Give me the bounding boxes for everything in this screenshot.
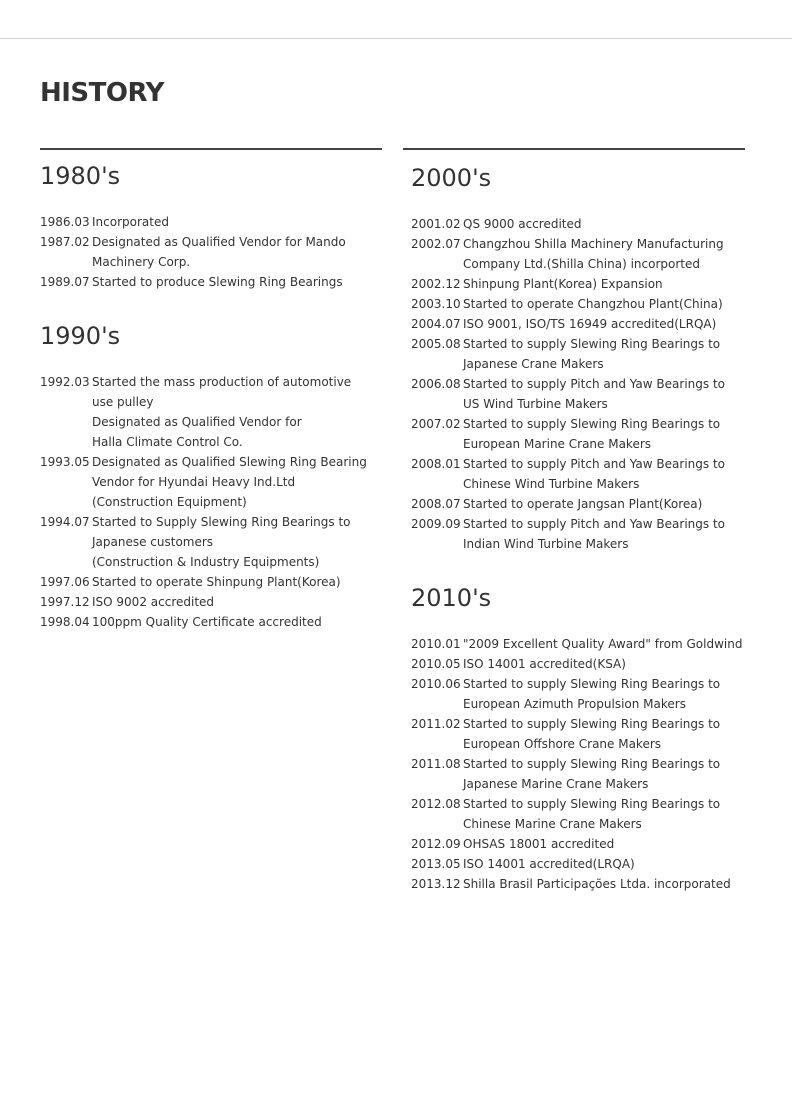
timeline-event	[411, 454, 725, 494]
event-date: 2011.08	[411, 757, 461, 771]
event-description-line: Started to supply Slewing Ring Bearings to	[463, 677, 721, 691]
event-description-line: ISO 9002 accredited	[92, 595, 215, 609]
event-description	[92, 232, 346, 272]
timeline-event	[40, 592, 367, 612]
event-date: 1994.07	[40, 515, 90, 529]
event-description-line: Started to Supply Slewing Ring Bearings to	[92, 515, 351, 529]
event-date: 2013.05	[411, 857, 461, 871]
timeline-event	[411, 274, 725, 294]
event-description-line: Started to supply Slewing Ring Bearings to	[463, 757, 721, 771]
event-date: 1997.12	[40, 595, 90, 609]
timeline-event	[411, 294, 725, 314]
timeline-event	[40, 572, 367, 592]
event-list	[411, 634, 742, 894]
timeline-event	[40, 452, 367, 512]
event-description	[463, 314, 725, 334]
timeline-event	[40, 232, 346, 272]
event-description	[92, 452, 367, 512]
event-description-line: Started to supply Pitch and Yaw Bearings to	[463, 517, 725, 531]
event-date: 2005.08	[411, 337, 461, 351]
event-description-line: Japanese Crane Makers	[463, 357, 604, 371]
event-date: 2012.09	[411, 837, 461, 851]
event-description	[463, 654, 742, 674]
event-description	[463, 214, 725, 234]
event-description-line: European Azimuth Propulsion Makers	[463, 697, 686, 711]
event-description-line: Started to supply Slewing Ring Bearings to	[463, 797, 721, 811]
timeline-event	[411, 674, 742, 714]
event-description	[463, 714, 742, 754]
event-description-line: European Offshore Crane Makers	[463, 737, 662, 751]
event-description-line: Japanese Marine Crane Makers	[463, 777, 649, 791]
event-description-line: QS 9000 accredited	[463, 217, 582, 231]
event-description	[92, 612, 367, 632]
event-description	[463, 754, 742, 794]
event-description-line: (Construction Equipment)	[92, 495, 247, 509]
timeline-event	[411, 514, 725, 554]
event-description-line: Started to supply Slewing Ring Bearings to	[463, 417, 721, 431]
decade-2000s	[411, 156, 725, 554]
event-description	[463, 854, 742, 874]
event-description	[463, 674, 742, 714]
event-description-line: (Construction & Industry Equipments)	[92, 555, 320, 569]
timeline-event	[411, 874, 742, 894]
event-date: 2013.12	[411, 877, 461, 891]
event-date: 2002.12	[411, 277, 461, 291]
timeline-event	[411, 494, 725, 514]
timeline-event	[411, 234, 725, 274]
event-date: 2003.10	[411, 297, 461, 311]
event-date: 1993.05	[40, 455, 90, 469]
decade-1980s	[40, 154, 346, 292]
timeline-event	[411, 414, 725, 454]
event-date: 2010.05	[411, 657, 461, 671]
event-description-line: ISO 14001 accredited(KSA)	[463, 657, 626, 671]
history-column-right	[403, 148, 745, 891]
timeline-event	[40, 372, 367, 452]
decade-1990s	[40, 314, 367, 632]
event-description-line: US Wind Turbine Makers	[463, 397, 608, 411]
event-description	[463, 514, 725, 554]
timeline-event	[411, 834, 742, 854]
page-title: HISTORY	[40, 78, 164, 108]
event-date: 2011.02	[411, 717, 461, 731]
event-description-line: Designated as Qualified Slewing Ring Bearing	[92, 455, 367, 469]
timeline-event	[411, 714, 742, 754]
event-description-line: Started to operate Changzhou Plant(China)	[463, 297, 723, 311]
event-date: 2002.07	[411, 237, 461, 251]
event-date: 2008.07	[411, 497, 461, 511]
decade-title: 1990's	[40, 322, 121, 350]
event-description-line: Halla Climate Control Co.	[92, 435, 243, 449]
event-description-line: ISO 14001 accredited(LRQA)	[463, 857, 635, 871]
event-date: 2006.08	[411, 377, 461, 391]
event-description-line: Chinese Wind Turbine Makers	[463, 477, 640, 491]
timeline-event	[40, 512, 367, 572]
event-description	[92, 372, 367, 452]
event-description-line: ISO 9001, ISO/TS 16949 accredited(LRQA)	[463, 317, 717, 331]
header-divider	[0, 38, 792, 39]
event-description	[92, 592, 367, 612]
event-description-line: Changzhou Shilla Machinery Manufacturing	[463, 237, 724, 251]
event-description	[92, 572, 367, 592]
event-description-line: Shinpung Plant(Korea) Expansion	[463, 277, 663, 291]
decade-title: 1980's	[40, 162, 121, 190]
decade-2010s	[411, 576, 742, 894]
event-date: 2004.07	[411, 317, 461, 331]
event-description	[92, 212, 346, 232]
event-description-line: Started to operate Shinpung Plant(Korea)	[92, 575, 341, 589]
timeline-event	[411, 374, 725, 414]
decade-title: 2000's	[411, 164, 492, 192]
event-date: 2010.01	[411, 637, 461, 651]
decade-title: 2010's	[411, 584, 492, 612]
event-description-line: Machinery Corp.	[92, 255, 191, 269]
event-description-line: OHSAS 18001 accredited	[463, 837, 615, 851]
timeline-event	[411, 754, 742, 794]
event-date: 2001.02	[411, 217, 461, 231]
event-description-line: Started to produce Slewing Ring Bearings	[92, 275, 343, 289]
event-description	[463, 294, 725, 314]
event-list	[411, 214, 725, 554]
event-description	[92, 512, 367, 572]
event-description	[463, 334, 725, 374]
event-description-line: use pulley	[92, 395, 154, 409]
event-description-line: Started to supply Pitch and Yaw Bearings to	[463, 457, 725, 471]
timeline-event	[411, 854, 742, 874]
event-date: 1997.06	[40, 575, 90, 589]
timeline-event	[411, 654, 742, 674]
event-description	[463, 494, 725, 514]
timeline-event	[40, 272, 346, 292]
event-description-line: Chinese Marine Crane Makers	[463, 817, 642, 831]
event-description-line: Company Ltd.(Shilla China) incorported	[463, 257, 700, 271]
event-description-line: Started to supply Slewing Ring Bearings to	[463, 337, 721, 351]
event-description-line: Vendor for Hyundai Heavy Ind.Ltd	[92, 475, 296, 489]
event-description	[463, 414, 725, 454]
timeline-event	[411, 214, 725, 234]
timeline-event	[411, 334, 725, 374]
event-description-line: "2009 Excellent Quality Award" from Goldwind	[463, 637, 743, 651]
event-date: 2009.09	[411, 517, 461, 531]
event-description	[463, 234, 725, 274]
event-date: 1986.03	[40, 215, 90, 229]
event-description-line: 100ppm Quality Certificate accredited	[92, 615, 322, 629]
history-column-left	[40, 148, 382, 629]
event-description	[92, 272, 346, 292]
event-date: 2007.02	[411, 417, 461, 431]
event-date: 1992.03	[40, 375, 90, 389]
event-description-line: Started to supply Pitch and Yaw Bearings to	[463, 377, 725, 391]
event-description-line: Incorporated	[92, 215, 169, 229]
event-description	[463, 794, 742, 834]
event-description	[463, 454, 725, 494]
event-date: 1998.04	[40, 615, 90, 629]
event-description-line: Designated as Qualified Vendor for	[92, 415, 302, 429]
event-list	[40, 372, 367, 632]
event-description	[463, 374, 725, 414]
event-date: 2012.08	[411, 797, 461, 811]
timeline-event	[411, 794, 742, 834]
event-description	[463, 274, 725, 294]
timeline-event	[411, 634, 742, 654]
event-description	[463, 874, 742, 894]
event-description-line: Shilla Brasil Participações Ltda. incorporated	[463, 877, 731, 891]
event-description-line: European Marine Crane Makers	[463, 437, 652, 451]
event-date: 2008.01	[411, 457, 461, 471]
event-description	[463, 634, 742, 654]
event-description-line: Started to supply Slewing Ring Bearings to	[463, 717, 721, 731]
event-description-line: Started the mass production of automotive	[92, 375, 352, 389]
event-description-line: Designated as Qualified Vendor for Mando	[92, 235, 346, 249]
event-date: 1987.02	[40, 235, 90, 249]
timeline-event	[40, 612, 367, 632]
event-date: 2010.06	[411, 677, 461, 691]
event-date: 1989.07	[40, 275, 90, 289]
event-description-line: Indian Wind Turbine Makers	[463, 537, 629, 551]
event-description-line: Japanese customers	[92, 535, 214, 549]
event-description	[463, 834, 742, 854]
event-description-line: Started to operate Jangsan Plant(Korea)	[463, 497, 703, 511]
event-list	[40, 212, 346, 292]
timeline-event	[411, 314, 725, 334]
timeline-event	[40, 212, 346, 232]
